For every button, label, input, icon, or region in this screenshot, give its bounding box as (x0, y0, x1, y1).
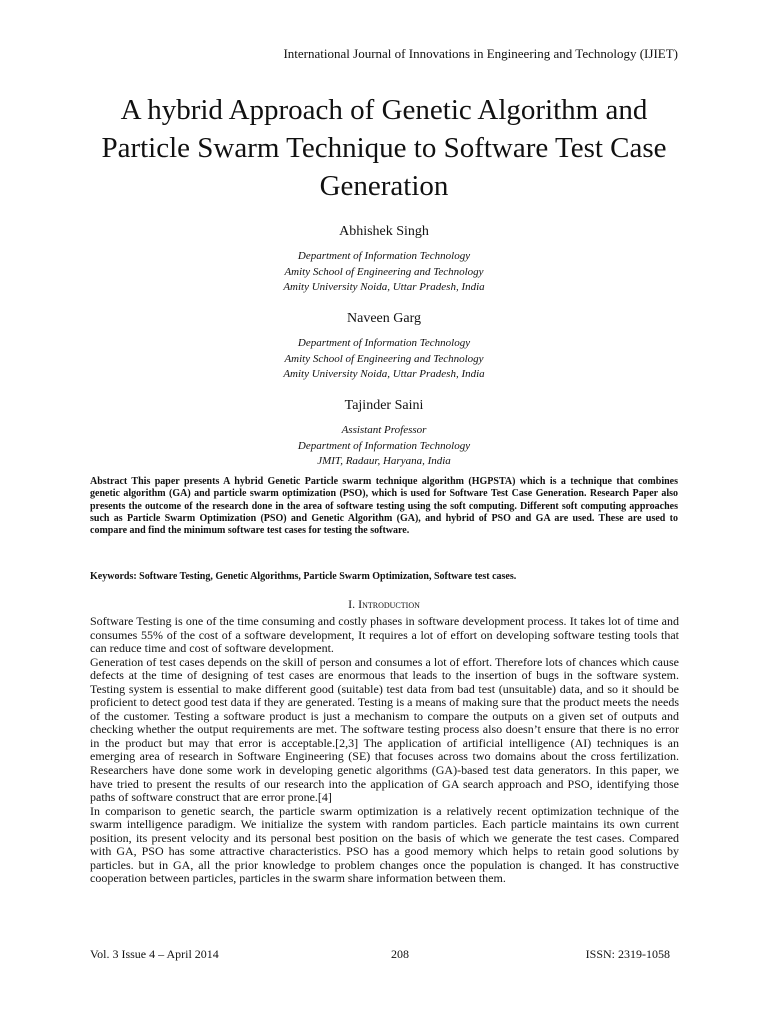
footer-issn: ISSN: 2319-1058 (585, 947, 670, 961)
author-block (0, 397, 768, 470)
body-paragraph: Software Testing is one of the time consuming and costly phases in software development process. It takes lot of time and consumes 55% of the cost of a software development, It requires a lot of effort on developing software testing tools that can reduce time and cost of software development. (90, 614, 679, 656)
section-heading: I. Introduction (348, 597, 420, 611)
body-paragraph: In comparison to genetic search, the particle swarm optimization is a relatively recent optimization technique of the swarm intelligence paradigm. We initialize the system with random particles. Each particle maintains its own current position, its present velocity and its personal best position on the basis of which we generate the test cases. Compared with GA, PSO has some attractive characteristics. PSO has a good memory which helps to retain good solutions by particles. but in GA, all the prior knowledge to problem changes once the population is changed. It has constructive cooperation between particles, particles in the swarm share information between them. (90, 803, 679, 886)
author-affiliation-line: Department of Information Technology (297, 337, 471, 349)
body-paragraph: Generation of test cases depends on the skill of person and consumes a lot of effort. Therefore lots of chances which cause defects at the time of designing of test cases are enormous that leads to the insertion of bugs in the software system. Testing system is essential to make different good (suitable) test data from bad test (unsuitable) data, and so it should be proficient to detect good test data if they are generated. Testing is a means of making sure that the product meets the needs of the customer. Testing a software product is just a mechanism to compare the outputs on a given set of outputs and checking whether the output requirements are met. The software testing process also doesn’t ensure that there is no error in the product but may that error is acceptable.[2,3] The application of artificial intelligence (AI) techniques is an emerging area of research in Software Engineering (SE) that focuses across two domains about the cross fertilization. Researchers have done some work in developing genetic algorithms (GA)-based test data generators. In this paper, we have tried to present the results of our research into the application of GA search approach and PSO, identifying those paths of software construct that are error prone.[4] (90, 654, 679, 805)
author-affiliation-line: Amity University Noida, Uttar Pradesh, India (283, 281, 485, 293)
footer-volume: Vol. 3 Issue 4 – April 2014 (90, 947, 219, 961)
author-name: Naveen Garg (347, 311, 421, 326)
author-affiliation-line: Amity School of Engineering and Technology (284, 265, 484, 278)
author-name: Tajinder Saini (344, 398, 424, 413)
author-name: Abhishek Singh (339, 224, 429, 239)
author-affiliation-line: Amity School of Engineering and Technology (284, 352, 484, 365)
author-affiliation-line: Department of Information Technology (297, 439, 471, 452)
paper-title: A hybrid Approach of Genetic Algorithm and Particle Swarm Technique to Software Test Case Generation (101, 94, 667, 202)
footer-page-number: 208 (391, 947, 409, 961)
author-affiliation-line: Assistant Professor (341, 424, 427, 436)
author-block (0, 310, 768, 383)
author-affiliation-line: JMIT, Radaur, Haryana, India (317, 455, 451, 467)
author-affiliation-line: Amity University Noida, Uttar Pradesh, India (283, 368, 485, 380)
author-affiliation-line: Department of Information Technology (297, 250, 471, 262)
keywords: Keywords: Software Testing, Genetic Algorithms, Particle Swarm Optimization, Software test cases. (90, 571, 517, 582)
section-body (90, 615, 679, 886)
journal-header: International Journal of Innovations in Engineering and Technology (IJIET) (283, 46, 678, 61)
author-block (0, 223, 768, 296)
abstract: Abstract This paper presents A hybrid Genetic Particle swarm technique algorithm (HGPSTA) which is a technique that combines genetic algorithm (GA) and particle swarm optimization (PSO), which is used for Software Test Case Generation. Research Paper also presents the outcome of the research done in the area of software testing using the soft computing. Different soft computing approaches such as Particle Swarm Optimization (PSO) and Genetic Algorithm (GA), and hybrid of PSO and GA are used. These are used to compare and find the minimum software test cases for testing the software. (90, 476, 678, 537)
